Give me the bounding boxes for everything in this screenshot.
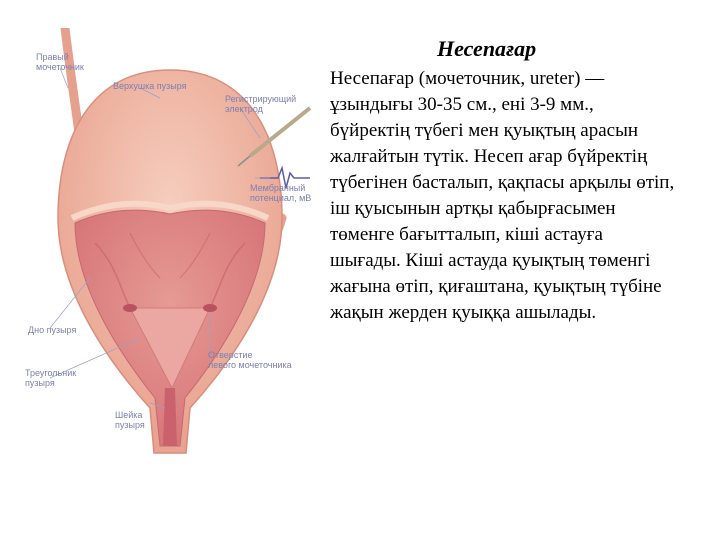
label-right-ureter: Правый мочеточник xyxy=(36,52,84,72)
right-ureter-orifice xyxy=(123,304,137,312)
label-bladder-bottom: Дно пузыря xyxy=(28,325,77,335)
label-left-ureter-orifice: Отверстие левого мочеточника xyxy=(208,350,292,370)
label-trigone: Треугольник пузыря xyxy=(25,368,77,388)
label-bladder-neck: Шейка пузыря xyxy=(115,410,145,430)
bladder-anatomy-figure xyxy=(20,28,320,468)
label-membrane-potential: Мембранный потенциал, мВ xyxy=(250,183,312,203)
label-bladder-apex: Верхушка пузыря xyxy=(113,81,187,91)
body-paragraph: Несепағар (мочеточник, ureter) —ұзындығы 30-35 см., ені 3-9 мм., бүйректің түбегі мен қуықтың арасын жалғайтын түтік. Несеп ағар бүйректің түбегінен басталып, қақпасы арқылы өтіп, іш қуысынын артқы қабырғасымен төменге бағытталып, кіші астауға шығады. Кіші астауда қуықтың төменгі жағына өтіп, қиғаштана, қуықтың түбіне жақын жерден қуыққа ашылады. xyxy=(330,68,675,323)
left-ureter-orifice xyxy=(203,304,217,312)
bladder-neck xyxy=(163,388,177,446)
slide-title: Несепағар xyxy=(437,36,537,61)
label-recording-electrode: Регистрирующий электрод xyxy=(225,94,297,114)
